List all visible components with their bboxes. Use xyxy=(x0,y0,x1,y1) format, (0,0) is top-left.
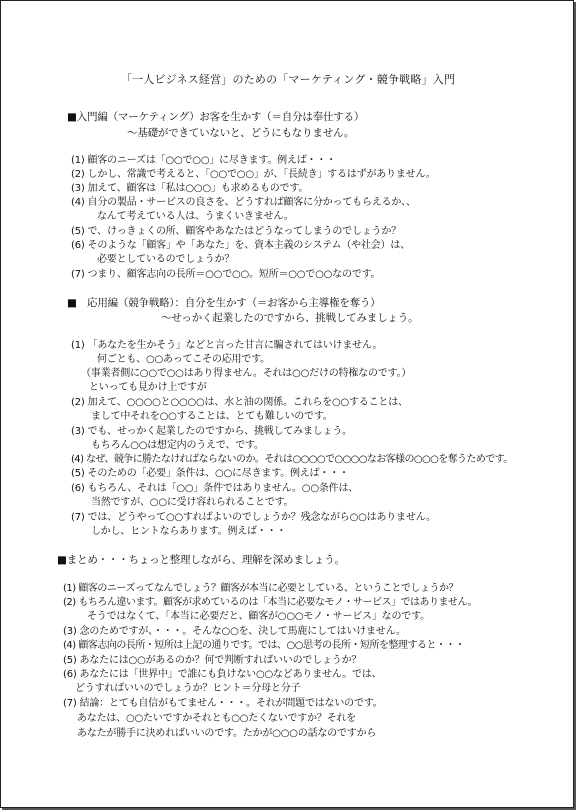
section2-item: (4) なぜ、競争に勝たなければならないのか。それは○○○○で○○○○なお客様の○○○を奪うためです。 xyxy=(71,454,513,465)
section2-subheading: 〜せっかく起業したのですから、挑戦してみましょう。 xyxy=(161,312,419,324)
section2-item: (7) では、どうやって○○すればよいのでしょうか？残念ながら○○はありません。 xyxy=(71,512,436,523)
section2-item: (6) もちろん、それは「○○」条件ではありません。○○条件は、 xyxy=(71,483,359,494)
section3-item: (6) あなたには「世界中」で誰にも負けない○○などありません。では、 xyxy=(63,669,382,680)
section1-item: (7) つまり、顧客志向の長所＝○○で○○。短所＝○○で○○なのです。 xyxy=(71,269,381,280)
section2-item: 何ごとも、○○あってこその応用です。 xyxy=(97,354,270,365)
section3-item: あなたは、○○たいですかそれとも○○たくないですか？それを xyxy=(77,713,357,724)
section1-subheading: 〜基礎ができていないと、どうにもなりません。 xyxy=(127,127,355,139)
section2-item: しかし、ヒントならあります。例えば・・・ xyxy=(91,526,287,537)
section1-item: (5) で、けっきょくの所、顧客やあなたはどうなってしまうのでしょうか？ xyxy=(71,226,401,237)
section3-item: あなたが勝手に決めればいいのです。たかが○○○の話なのですから xyxy=(77,728,377,739)
section1-heading: ■入門編（マーケティング）お客を生かす（＝自分は奉仕する） xyxy=(67,111,365,123)
section3-item: そうではなくて、「本当に必要だと、顧客が○○○モノ・サービス」なのです。 xyxy=(87,611,430,622)
section2-item: （事業者側に○○で○○はあり得ません。それは○○だけの特権なのです。） xyxy=(81,368,412,379)
section2-item: といっても見かけ上ですが xyxy=(89,382,207,393)
section2-item: (1) 「あなたを生かそう」などと言った甘言に騙されてはいけません。 xyxy=(71,340,383,351)
section1-item: (4) 自分の製品・サービスの良さを、どうすれば顧客に分かってもらえるか、、 xyxy=(71,197,416,208)
section1-item: (3) 加えて、顧客は「私は○○○」も求めるものです。 xyxy=(71,183,309,194)
section2-item: まして中それを○○することは、とても難しいのです。 xyxy=(91,411,333,422)
section3-item: (3) 念のためですが、・・・。そんな○○を、決して馬鹿にしてはいけません。 xyxy=(63,626,406,637)
page-title: 「一人ビジネス経営」のための「マーケティング・競争戦略」入門 xyxy=(120,73,456,86)
section3-item: (4) 顧客志向の長所・短所は上記の通りです。では、○○思考の長所・短所を整理すると・・・ xyxy=(63,640,465,651)
section3-item: どうすればいいのでしょうか？ヒント＝分母と分子 xyxy=(75,683,301,694)
section1-item: なんて考えている人は、うまくいきません。 xyxy=(97,211,294,222)
section1-item: (2) しかし、常識で考えると、「○○で○○」が、「長続き」するはずがありません。 xyxy=(71,169,436,180)
section3-item: (1) 顧客のニーズってなんでしょう？顧客が本当に必要としている、ということでしょうか？ xyxy=(63,583,458,594)
section3-item: (2) もちろん違います。顧客が求めているのは「本当に必要なモノ・サービス」ではありません。 xyxy=(63,597,478,608)
section3-item: (5) あなたには○○があるのか？何で判断すればいいのでしょうか？ xyxy=(63,655,362,666)
section2-item: 当然ですが、○○に受け容れられることです。 xyxy=(91,497,294,508)
section2-item: (5) そのための「必要」条件は、○○に尽きます。例えば・・・ xyxy=(71,468,349,479)
section3-item: (7) 結論：とても自信がもてません・・・。それが問題ではないのです。 xyxy=(63,698,383,709)
section1-item: (1) 顧客のニーズは「○○で○○」に尽きます。例えば・・・ xyxy=(71,155,336,166)
section2-item: (2) 加えて、○○○○と○○○○は、水と油の関係。これらを○○することは、 xyxy=(71,397,408,408)
section2-item: もちろん○○は想定内のうえで、です。 xyxy=(91,440,264,451)
section1-item: (6) そのような「顧客」や「あなた」を、資本主義のシステム（や社会）は、 xyxy=(71,240,410,251)
section2-item: (3) でも、せっかく起業したのですから、挑戦してみましょう。 xyxy=(71,426,352,437)
section1-item: 必要としているのでしょうか？ xyxy=(97,254,235,265)
section2-heading: ■ 応用編（競争戦略）：自分を生かす（＝お客から主導権を奪う） xyxy=(67,297,381,309)
section3-heading: ■まとめ・・・ちょっと整理しながら、理解を深めましょう。 xyxy=(57,554,345,566)
